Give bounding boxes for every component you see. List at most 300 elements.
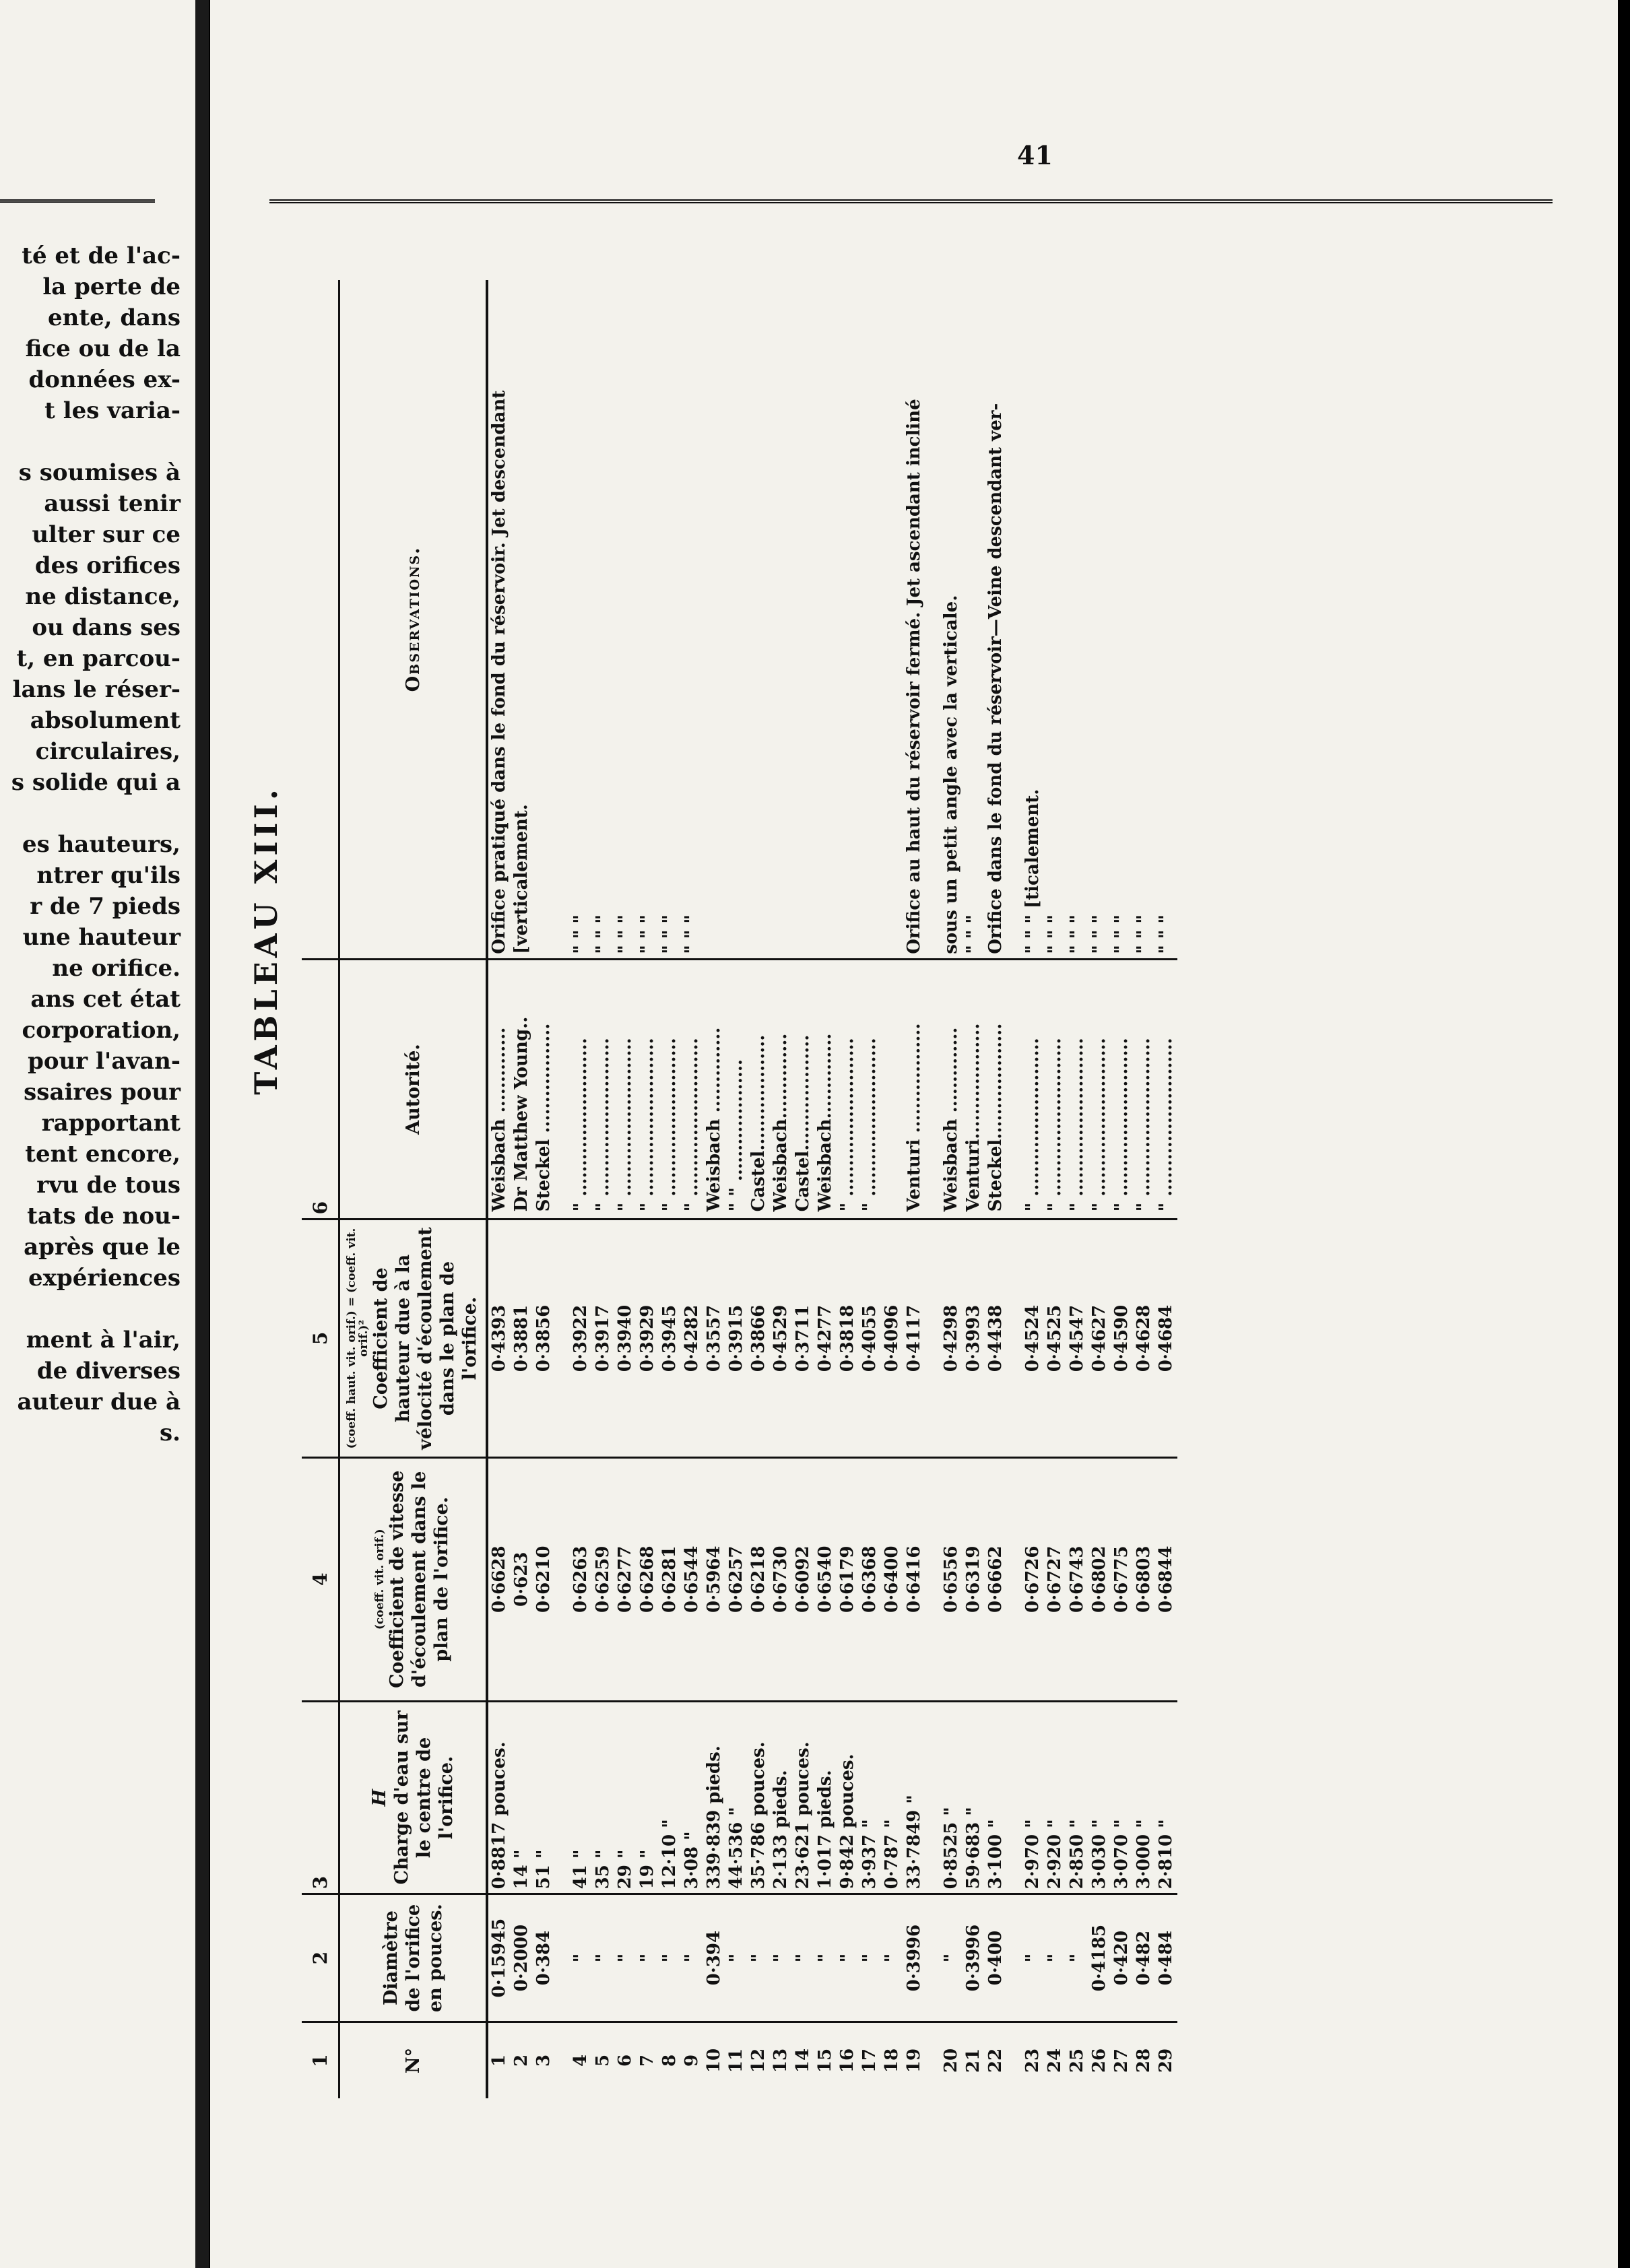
cell-charge: 41 "	[570, 1701, 592, 1894]
cell-autorite: Castel...................	[748, 959, 770, 1220]
table-row	[903, 280, 925, 2098]
cell-observations: " " "	[963, 914, 983, 954]
cell-autorite: Venturi...................	[963, 959, 985, 1220]
spacer-cell	[1007, 1701, 1022, 1894]
cell-coeff-hauteur: 0·4393	[487, 1220, 511, 1457]
table-title: TABLEAU XIII.	[248, 785, 284, 1095]
cell-charge: 35·786 pouces.	[748, 1701, 770, 1894]
cell-charge: 339·839 pieds.	[703, 1701, 725, 1894]
cell-observations: " " "	[615, 914, 635, 954]
cell-coeff-vitesse: 0·6544	[681, 1457, 703, 1701]
cell-no: 19	[903, 2022, 925, 2098]
cell-observations: Orifice dans le fond du réservoir—Veine descendant ver-	[985, 403, 1006, 954]
left-page-line: ment à l'air,	[26, 1327, 181, 1354]
cell-autorite: " ..........................	[592, 959, 614, 1220]
table-row	[814, 280, 837, 2098]
left-page-line: de diverses	[36, 1358, 181, 1385]
cell-coeff-hauteur: 0·3922	[570, 1220, 592, 1457]
cell-no: 15	[814, 2022, 837, 2098]
cell-charge: 35 "	[592, 1701, 614, 1894]
cell-diametre: "	[814, 1894, 837, 2022]
cell-observations	[792, 280, 814, 959]
spacer-cell	[925, 1701, 940, 1894]
cell-coeff-hauteur: 0·3917	[592, 1220, 614, 1457]
table-row	[703, 280, 725, 2098]
cell-charge: 3·08 "	[681, 1701, 703, 1894]
cell-no: 14	[792, 2022, 814, 2098]
cell-coeff-hauteur: 0·3993	[963, 1220, 985, 1457]
cell-coeff-vitesse: 0·6628	[487, 1457, 511, 1701]
table-row	[725, 280, 748, 2098]
left-page-line: lans le réser-	[12, 676, 181, 703]
left-page-fragment	[0, 0, 195, 2268]
cell-charge: 2·920 "	[1044, 1701, 1066, 1894]
cell-coeff-vitesse: 0·6726	[1022, 1457, 1044, 1701]
table-row	[985, 280, 1007, 2098]
left-page-line: es hauteurs,	[22, 831, 181, 858]
book-gutter	[195, 0, 209, 2268]
cell-coeff-vitesse: 0·6416	[903, 1457, 925, 1701]
cell-observations: " " "	[1067, 914, 1087, 954]
table-row	[1044, 280, 1066, 2098]
spacer-cell	[1007, 1894, 1022, 2022]
left-page-line: expériences	[28, 1265, 181, 1292]
cell-charge: 0·8525 "	[940, 1701, 963, 1894]
cell-coeff-vitesse: 0·6556	[940, 1457, 963, 1701]
cell-no: 21	[963, 2022, 985, 2098]
left-page-line: tent encore,	[25, 1141, 181, 1168]
cell-charge: 3·030 "	[1088, 1701, 1111, 1894]
cell-autorite: " ..........................	[1022, 959, 1044, 1220]
cell-observations: " " "	[593, 914, 613, 954]
table-row	[1088, 280, 1111, 2098]
cell-diametre: "	[637, 1894, 659, 2022]
cell-autorite: " ..........................	[637, 959, 659, 1220]
left-page-line: une hauteur	[22, 924, 181, 951]
cell-no: 3	[533, 2022, 555, 2098]
cell-coeff-hauteur: 0·3711	[792, 1220, 814, 1457]
table-row	[533, 280, 555, 2098]
cell-coeff-vitesse: 0·6400	[881, 1457, 903, 1701]
cell-coeff-hauteur: 0·3866	[748, 1220, 770, 1457]
spacer-cell	[925, 2022, 940, 2098]
column-number	[302, 280, 339, 959]
left-page-line: la perte de	[42, 273, 181, 300]
left-page-line: ulter sur ce	[32, 521, 181, 548]
cell-observations	[814, 280, 837, 959]
row-group-spacer	[925, 280, 940, 2098]
cell-diametre: "	[725, 1894, 748, 2022]
cell-diametre: "	[614, 1894, 637, 2022]
column-number-row	[302, 280, 339, 2098]
column-number: 6	[302, 959, 339, 1220]
cell-diametre: 0·15945	[487, 1894, 511, 2022]
left-page-line: aussi tenir	[44, 490, 181, 517]
cell-coeff-vitesse: 0·6727	[1044, 1457, 1066, 1701]
left-page-line: té et de l'ac-	[22, 242, 181, 269]
cell-coeff-vitesse: 0·6662	[985, 1457, 1007, 1701]
header-coeff-hauteur-text: Coefficient de hauteur due à la vélocité d'écoulement dans le plan de l'orifice.	[370, 1227, 480, 1450]
cell-diametre: 0·482	[1133, 1894, 1155, 2022]
cell-coeff-hauteur: 0·4547	[1066, 1220, 1088, 1457]
row-group-spacer	[1007, 280, 1022, 2098]
cell-autorite: Steckel ..................	[533, 959, 555, 1220]
left-page-line: pour l'avan-	[28, 1048, 181, 1075]
rotated-table-block	[248, 260, 1480, 2098]
table-row	[837, 280, 859, 2098]
cell-observations: " " "	[659, 914, 680, 954]
left-page-line: ou dans ses	[32, 614, 181, 641]
cell-charge: 1·017 pieds.	[814, 1701, 837, 1894]
cell-coeff-vitesse: 0·6540	[814, 1457, 837, 1701]
left-page-line: t les varia-	[44, 397, 181, 424]
cell-coeff-vitesse: 0·6263	[570, 1457, 592, 1701]
table-row	[1111, 280, 1133, 2098]
cell-coeff-vitesse: 0·6092	[792, 1457, 814, 1701]
table-row	[487, 280, 511, 2098]
left-page-line: fice ou de la	[25, 335, 181, 362]
cell-observations: sous un petit angle avec la verticale.	[941, 595, 961, 954]
cell-autorite: " ..........................	[1111, 959, 1133, 1220]
table-row	[1022, 280, 1044, 2098]
header-coeff-vitesse	[339, 1457, 488, 1701]
cell-diametre: 0·384	[533, 1894, 555, 2022]
cell-coeff-vitesse: 0·6803	[1133, 1457, 1155, 1701]
spacer-cell	[925, 1457, 940, 1701]
column-header-row	[339, 280, 488, 2098]
cell-autorite: " ..........................	[1066, 959, 1088, 1220]
table-row	[1133, 280, 1155, 2098]
left-page-line: ente, dans	[47, 304, 181, 331]
cell-charge: 0·787 "	[881, 1701, 903, 1894]
cell-coeff-hauteur: 0·3881	[511, 1220, 533, 1457]
cell-coeff-vitesse: 0·6844	[1155, 1457, 1177, 1701]
table-row	[940, 280, 963, 2098]
cell-charge: 2·970 "	[1022, 1701, 1044, 1894]
cell-diametre: 0·400	[985, 1894, 1007, 2022]
cell-observations: Orifice au haut du réservoir fermé. Jet ascendant incliné	[904, 399, 924, 954]
cell-charge: 2·133 pieds.	[770, 1701, 792, 1894]
cell-charge: 12·10 "	[659, 1701, 681, 1894]
cell-observations: " " "	[1045, 914, 1065, 954]
cell-coeff-vitesse: 0·6257	[725, 1457, 748, 1701]
cell-coeff-hauteur: 0·4524	[1022, 1220, 1044, 1457]
column-number: 4	[302, 1457, 339, 1701]
spacer-cell	[555, 1894, 570, 2022]
left-page-line: après que le	[24, 1234, 181, 1261]
cell-coeff-hauteur: 0·3945	[659, 1220, 681, 1457]
cell-diametre: "	[1066, 1894, 1088, 2022]
spacer-cell	[1007, 959, 1022, 1220]
cell-autorite	[881, 959, 903, 1220]
cell-autorite: Venturi ..................	[903, 959, 925, 1220]
spacer-cell	[555, 1701, 570, 1894]
cell-coeff-hauteur: 0·3915	[725, 1220, 748, 1457]
cell-autorite: " ..........................	[1133, 959, 1155, 1220]
cell-coeff-vitesse: 0·6743	[1066, 1457, 1088, 1701]
header-rule	[269, 199, 1553, 203]
page-number: 41	[1017, 140, 1053, 170]
cell-no: 29	[1155, 2022, 1177, 2098]
cell-coeff-hauteur: 0·3929	[637, 1220, 659, 1457]
cell-observations	[770, 280, 792, 959]
spacer-cell	[925, 280, 940, 959]
table-row	[1155, 280, 1177, 2098]
cell-coeff-vitesse: 0·6179	[837, 1457, 859, 1701]
cell-autorite: " ..........................	[1155, 959, 1177, 1220]
table-row	[748, 280, 770, 2098]
cell-coeff-vitesse: 0·623	[511, 1457, 533, 1701]
table-row	[963, 280, 985, 2098]
cell-diametre: "	[837, 1894, 859, 2022]
cell-charge: 51 "	[533, 1701, 555, 1894]
cell-coeff-vitesse: 0·6730	[770, 1457, 792, 1701]
cell-charge: 3·937 "	[859, 1701, 881, 1894]
cell-charge: 44·536 "	[725, 1701, 748, 1894]
left-page-line: rvu de tous	[36, 1172, 181, 1199]
cell-autorite: Dr Matthew Young..	[511, 959, 533, 1220]
cell-diametre: 0·394	[703, 1894, 725, 2022]
header-coeff-vitesse-text: Coefficient de vitesse d'écoulement dans le plan de l'orifice.	[386, 1470, 452, 1688]
cell-coeff-hauteur: 0·3557	[703, 1220, 725, 1457]
cell-observations	[859, 280, 881, 959]
cell-coeff-hauteur: 0·4055	[859, 1220, 881, 1457]
cell-charge: 19 "	[637, 1701, 659, 1894]
cell-coeff-hauteur: 0·4525	[1044, 1220, 1066, 1457]
cell-charge: 2·810 "	[1155, 1701, 1177, 1894]
spacer-cell	[555, 1220, 570, 1457]
left-page-line: ans cet état	[30, 986, 181, 1013]
column-number: 3	[302, 1701, 339, 1894]
spacer-cell	[1007, 2022, 1022, 2098]
spacer-cell	[1007, 1457, 1022, 1701]
cell-coeff-vitesse: 0·6368	[859, 1457, 881, 1701]
cell-autorite: Castel...................	[792, 959, 814, 1220]
header-observations: Observations.	[339, 280, 488, 959]
cell-no: 8	[659, 2022, 681, 2098]
cell-coeff-vitesse: 0·6775	[1111, 1457, 1133, 1701]
cell-no: 11	[725, 2022, 748, 2098]
table-row	[1066, 280, 1088, 2098]
cell-diametre: "	[792, 1894, 814, 2022]
cell-autorite: " ..........................	[1088, 959, 1111, 1220]
cell-observations	[748, 280, 770, 959]
cell-observations: [verticalement.	[511, 804, 531, 954]
left-page-line: s.	[160, 1420, 181, 1446]
cell-coeff-vitesse: 0·6281	[659, 1457, 681, 1701]
left-page-line: corporation,	[22, 1017, 181, 1044]
left-page-line: absolument	[30, 707, 181, 734]
cell-coeff-vitesse: 0·5964	[703, 1457, 725, 1701]
cell-diametre: "	[1044, 1894, 1066, 2022]
cell-coeff-hauteur: 0·4529	[770, 1220, 792, 1457]
left-page-line: s solide qui a	[11, 769, 181, 796]
table-row	[792, 280, 814, 2098]
cell-no: 26	[1088, 2022, 1111, 2098]
spacer-cell	[925, 959, 940, 1220]
cell-coeff-hauteur: 0·3856	[533, 1220, 555, 1457]
spacer-cell	[925, 1220, 940, 1457]
cell-observations: Orifice pratiqué dans le fond du réservoir. Jet descendant	[489, 390, 509, 954]
cell-observations	[881, 280, 903, 959]
cell-charge: 59·683 "	[963, 1701, 985, 1894]
left-page-line: auteur due à	[17, 1389, 181, 1415]
cell-no: 24	[1044, 2022, 1066, 2098]
cell-observations	[725, 280, 748, 959]
cell-coeff-vitesse: 0·6259	[592, 1457, 614, 1701]
cell-autorite: " " ....................	[725, 959, 748, 1220]
cell-coeff-vitesse: 0·6218	[748, 1457, 770, 1701]
cell-observations: " " "	[637, 914, 657, 954]
cell-diametre: 0·3996	[963, 1894, 985, 2022]
cell-diametre: 0·420	[1111, 1894, 1133, 2022]
cell-no: 22	[985, 2022, 1007, 2098]
cell-autorite: " ..........................	[859, 959, 881, 1220]
cell-coeff-hauteur: 0·4117	[903, 1220, 925, 1457]
left-page-line: ne distance,	[25, 583, 181, 610]
cell-coeff-hauteur: 0·4684	[1155, 1220, 1177, 1457]
cell-diametre: 0·2000	[511, 1894, 533, 2022]
cell-coeff-hauteur: 0·4628	[1133, 1220, 1155, 1457]
cell-no: 1	[487, 2022, 511, 2098]
left-page-line: r de 7 pieds	[30, 893, 181, 920]
right-page	[210, 0, 1618, 2268]
header-coeff-hauteur-formula: (coeff. haut. vit. orif.) = (coeff. vit. orif.)²	[344, 1228, 370, 1449]
cell-observations: " " "	[570, 914, 591, 954]
cell-observations	[837, 280, 859, 959]
cell-autorite: Steckel...................	[985, 959, 1007, 1220]
cell-observations: " " "	[1134, 914, 1154, 954]
header-no: N°	[339, 2022, 488, 2098]
cell-diametre: "	[859, 1894, 881, 2022]
cell-diametre: 0·3996	[903, 1894, 925, 2022]
cell-autorite: " ..........................	[837, 959, 859, 1220]
left-page-line: tats de nou-	[27, 1203, 181, 1230]
cell-no: 9	[681, 2022, 703, 2098]
cell-coeff-vitesse: 0·6268	[637, 1457, 659, 1701]
cell-coeff-hauteur: 0·4298	[940, 1220, 963, 1457]
cell-autorite: Weisbach..............	[770, 959, 792, 1220]
cell-no: 18	[881, 2022, 903, 2098]
cell-diametre: "	[940, 1894, 963, 2022]
cell-no: 16	[837, 2022, 859, 2098]
left-page-line: ssaires pour	[24, 1079, 181, 1106]
cell-autorite: Weisbach ..............	[940, 959, 963, 1220]
cell-no: 27	[1111, 2022, 1133, 2098]
table-row	[859, 280, 881, 2098]
cell-no: 5	[592, 2022, 614, 2098]
cell-no: 2	[511, 2022, 533, 2098]
table-row	[570, 280, 592, 2098]
table-row	[614, 280, 637, 2098]
cell-no: 7	[637, 2022, 659, 2098]
cell-charge: 2·850 "	[1066, 1701, 1088, 1894]
cell-coeff-hauteur: 0·3940	[614, 1220, 637, 1457]
cell-diametre: "	[748, 1894, 770, 2022]
row-group-spacer	[555, 280, 570, 2098]
cell-charge: 3·100 "	[985, 1701, 1007, 1894]
cell-diametre: "	[659, 1894, 681, 2022]
cell-coeff-vitesse: 0·6210	[533, 1457, 555, 1701]
cell-coeff-vitesse: 0·6802	[1088, 1457, 1111, 1701]
cell-charge: 0·8817 pouces.	[487, 1701, 511, 1894]
table-body	[487, 280, 1177, 2098]
column-number: 2	[302, 1894, 339, 2022]
cell-diametre: "	[681, 1894, 703, 2022]
cell-charge: 14 "	[511, 1701, 533, 1894]
cell-observations: " " "	[682, 914, 702, 954]
cell-no: 10	[703, 2022, 725, 2098]
cell-diametre: "	[570, 1894, 592, 2022]
cell-observations: " " " [ticalement.	[1022, 789, 1043, 954]
cell-autorite: Weisbach ..............	[703, 959, 725, 1220]
table-row	[770, 280, 792, 2098]
cell-observations: " " "	[1111, 914, 1132, 954]
left-page-line: t, en parcou-	[16, 645, 181, 672]
spacer-cell	[925, 1894, 940, 2022]
left-page-line: circulaires,	[35, 738, 181, 765]
cell-autorite: " ..........................	[659, 959, 681, 1220]
cell-autorite: " ..........................	[570, 959, 592, 1220]
cell-no: 28	[1133, 2022, 1155, 2098]
table-row	[592, 280, 614, 2098]
cell-no: 20	[940, 2022, 963, 2098]
cell-coeff-vitesse: 0·6277	[614, 1457, 637, 1701]
header-coeff-vitesse-formula: (coeff. vit. orif.)	[372, 1529, 387, 1630]
spacer-cell	[555, 280, 570, 959]
cell-autorite: " ..........................	[614, 959, 637, 1220]
cell-observations	[703, 280, 725, 959]
left-page-rule	[0, 199, 155, 203]
left-page-line: des orifices	[34, 552, 181, 579]
cell-autorite: Weisbach ..............	[487, 959, 511, 1220]
cell-no: 12	[748, 2022, 770, 2098]
header-coeff-hauteur	[339, 1220, 488, 1457]
cell-charge: 9·842 pouces.	[837, 1701, 859, 1894]
cell-diametre: 0·4185	[1088, 1894, 1111, 2022]
left-page-line: s soumises à	[18, 459, 181, 486]
data-table	[302, 280, 1177, 2098]
column-number: 1	[302, 2022, 339, 2098]
spacer-cell	[555, 959, 570, 1220]
cell-coeff-hauteur: 0·4096	[881, 1220, 903, 1457]
cell-charge: 29 "	[614, 1701, 637, 1894]
cell-diametre: 0·484	[1155, 1894, 1177, 2022]
cell-no: 23	[1022, 2022, 1044, 2098]
table-row	[681, 280, 703, 2098]
header-charge-symbol: H	[369, 1789, 390, 1807]
cell-no: 13	[770, 2022, 792, 2098]
header-charge	[339, 1701, 488, 1894]
cell-no: 25	[1066, 2022, 1088, 2098]
cell-observations: " " "	[1156, 914, 1176, 954]
left-page-line: ntrer qu'ils	[36, 862, 181, 889]
cell-observations: " " "	[1089, 914, 1109, 954]
spacer-cell	[1007, 280, 1022, 959]
table-row	[659, 280, 681, 2098]
table-row	[881, 280, 903, 2098]
cell-charge: 33·7849 "	[903, 1701, 925, 1894]
cell-diametre: "	[881, 1894, 903, 2022]
cell-coeff-hauteur: 0·4590	[1111, 1220, 1133, 1457]
left-page-line: données ex-	[28, 366, 181, 393]
cell-coeff-hauteur: 0·4438	[985, 1220, 1007, 1457]
cell-autorite: " ..........................	[1044, 959, 1066, 1220]
table-row	[511, 280, 533, 2098]
header-charge-text: Charge d'eau sur le centre de l'orifice.	[391, 1710, 457, 1885]
spacer-cell	[1007, 1220, 1022, 1457]
cell-coeff-hauteur: 0·3818	[837, 1220, 859, 1457]
